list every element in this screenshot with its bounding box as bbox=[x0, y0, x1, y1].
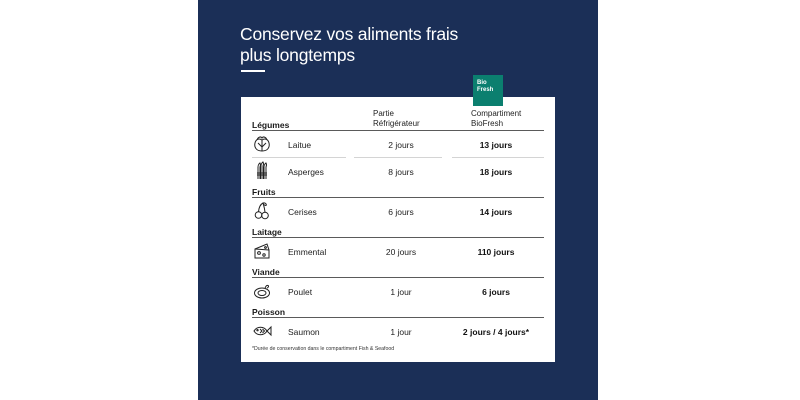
fridge-header-line-2: Réfrigérateur bbox=[373, 118, 420, 128]
category-fruits: Fruits bbox=[252, 187, 276, 197]
category-poisson: Poisson bbox=[252, 307, 286, 317]
category-laitage: Laitage bbox=[252, 227, 282, 237]
biofresh-value-emmental: 110 jours bbox=[477, 247, 515, 257]
divider bbox=[252, 237, 544, 238]
biofresh-header-line-2: BioFresh bbox=[471, 118, 504, 128]
category-legumes: Légumes bbox=[252, 120, 290, 130]
category-viande: Viande bbox=[252, 267, 280, 277]
divider bbox=[252, 277, 544, 278]
biofresh-value-saumon: 2 jours / 4 jours* bbox=[462, 327, 530, 337]
biofresh-column-header bbox=[471, 109, 521, 128]
row-separator bbox=[452, 157, 544, 158]
biofresh-header-line-1: Compartiment bbox=[471, 109, 522, 118]
badge-line-1: Bio bbox=[477, 80, 487, 86]
fridge-header-line-1: Partie bbox=[373, 109, 394, 118]
background-panel bbox=[198, 0, 598, 400]
biofresh-badge bbox=[473, 75, 503, 106]
fridge-value-asperges: 8 jours bbox=[388, 167, 414, 177]
storage-table-card bbox=[241, 97, 555, 362]
title-line-1: Conservez vos aliments frais bbox=[240, 24, 459, 44]
fridge-column-header bbox=[373, 109, 420, 128]
fridge-value-laitue: 2 jours bbox=[388, 140, 414, 150]
fridge-value-emmental: 20 jours bbox=[385, 247, 417, 257]
divider bbox=[252, 197, 544, 198]
biofresh-value-poulet: 6 jours bbox=[482, 287, 510, 297]
fridge-value-saumon: 1 jour bbox=[390, 327, 412, 337]
biofresh-value-laitue: 13 jours bbox=[479, 140, 513, 150]
item-name-asperges: Asperges bbox=[288, 167, 324, 177]
row-separator bbox=[252, 157, 346, 158]
fish-icon bbox=[252, 321, 272, 341]
cheese-icon bbox=[252, 241, 272, 261]
page-title bbox=[240, 24, 560, 66]
footnote: *Durée de conservation dans le compartiment Fish & Seafood bbox=[252, 346, 395, 352]
item-name-emmental: Emmental bbox=[288, 247, 327, 257]
fridge-value-cerises: 6 jours bbox=[388, 207, 414, 217]
title-line-2: plus longtemps bbox=[240, 45, 355, 65]
item-name-laitue: Laitue bbox=[288, 140, 312, 150]
item-name-poulet: Poulet bbox=[288, 287, 313, 297]
biofresh-value-asperges: 18 jours bbox=[479, 167, 513, 177]
lettuce-icon bbox=[252, 134, 272, 154]
cherries-icon bbox=[252, 201, 272, 221]
asparagus-icon bbox=[252, 161, 272, 181]
item-name-saumon: Saumon bbox=[288, 327, 320, 337]
badge-line-2: Fresh bbox=[477, 87, 494, 93]
fridge-value-poulet: 1 jour bbox=[390, 287, 412, 297]
chicken-icon bbox=[252, 281, 272, 301]
item-name-cerises: Cerises bbox=[288, 207, 317, 217]
title-underline bbox=[241, 70, 265, 72]
biofresh-value-cerises: 14 jours bbox=[479, 207, 513, 217]
row-separator bbox=[354, 157, 442, 158]
divider bbox=[252, 317, 544, 318]
divider bbox=[252, 130, 544, 131]
